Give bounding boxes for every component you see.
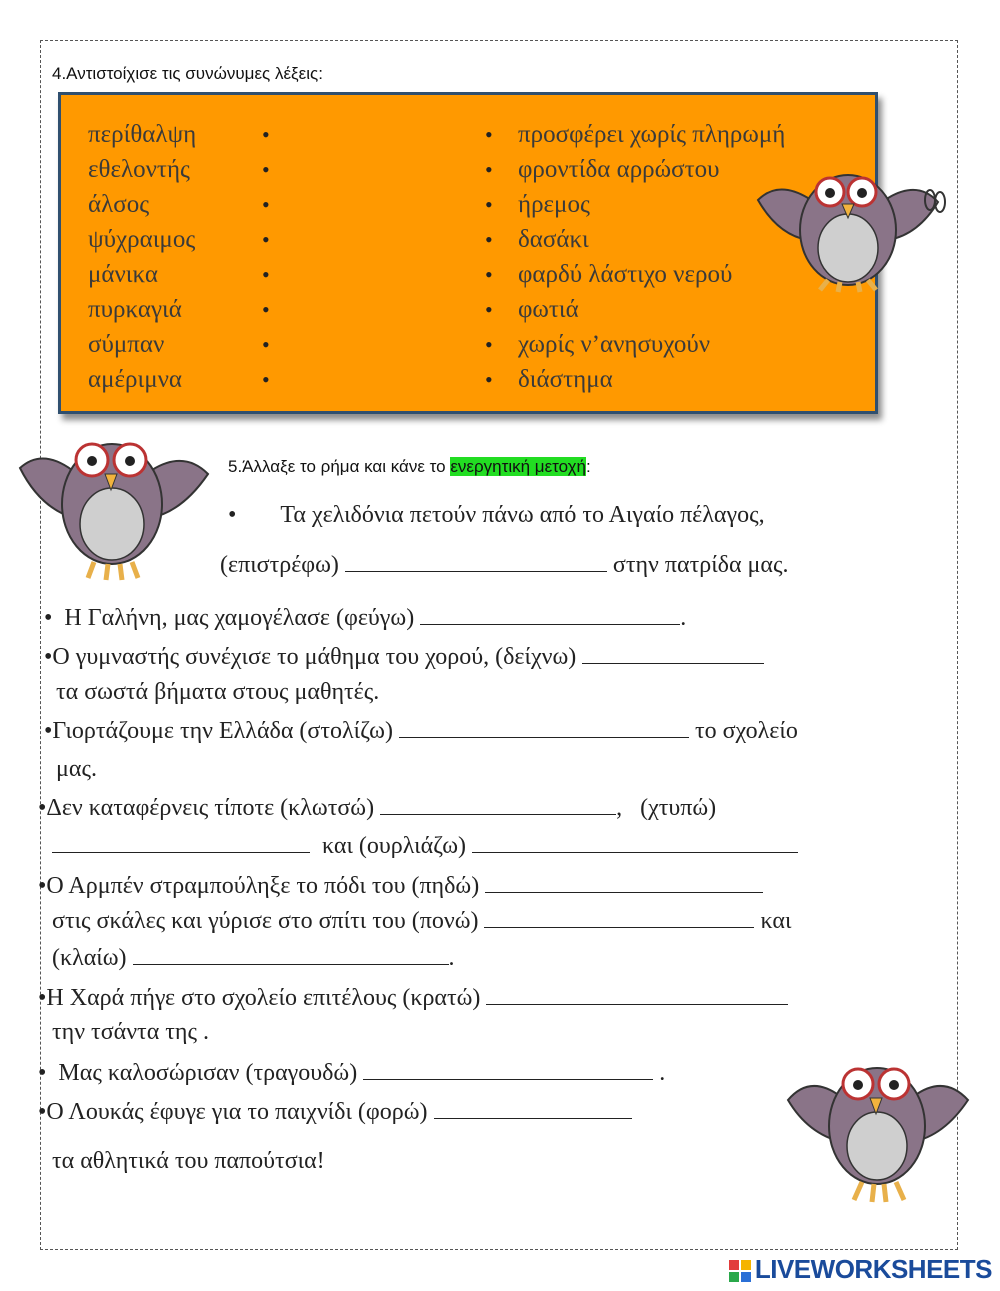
right-word: ήρεμος <box>518 191 590 218</box>
answer-blank[interactable] <box>582 641 764 664</box>
answer-blank[interactable] <box>472 830 798 853</box>
sentence-5-line-b <box>52 830 798 861</box>
exercise-5-heading <box>228 457 591 477</box>
answer-blank[interactable] <box>52 830 310 853</box>
sentence-1-text-c: στην πατρίδα μας. <box>612 552 789 578</box>
left-word: ψύχραιμος <box>88 226 196 253</box>
match-dot-right[interactable]: • <box>485 297 493 322</box>
answer-blank[interactable] <box>485 870 763 893</box>
exercise-4-heading: 4.Αντιστοίχισε τις συνώνυμες λέξεις: <box>52 64 323 83</box>
left-word: αμέριμνα <box>88 366 183 393</box>
match-dot-right[interactable]: • <box>485 227 493 252</box>
left-word: πυρκαγιά <box>88 296 182 323</box>
left-word: σύμπαν <box>88 331 165 358</box>
sentence-4-text-b: το σχολείο <box>694 718 798 744</box>
right-word: δασάκι <box>518 226 589 253</box>
liveworksheets-logo <box>729 1254 992 1285</box>
brand-icon <box>729 1260 751 1282</box>
match-dot-right[interactable]: • <box>485 192 493 217</box>
heading-suffix: : <box>586 457 591 476</box>
answer-blank[interactable] <box>420 602 680 625</box>
right-word: φωτιά <box>518 296 579 323</box>
sentence-3-text-a: Ο γυμναστής συνέχισε το μάθημα του χορού, (δείχνω) <box>52 644 577 670</box>
heading-highlight: ενεργητική μετοχή <box>450 457 587 476</box>
right-word: φροντίδα αρρώστου <box>518 156 720 183</box>
sentence-9-line-a <box>38 1096 632 1127</box>
bullet: • <box>44 644 53 670</box>
sentence-5-text-a: Δεν καταφέρνεις τίποτε (κλωτσώ) <box>46 795 375 821</box>
bullet: • <box>38 873 47 899</box>
match-dot-left[interactable]: • <box>262 122 270 147</box>
right-word: χωρίς ν’ανησυχούν <box>518 331 711 358</box>
period: . <box>659 1060 666 1086</box>
sentence-3-line-a <box>44 641 764 672</box>
match-dot-left[interactable]: • <box>262 192 270 217</box>
match-dot-left[interactable]: • <box>262 297 270 322</box>
sentence-8-text: Μας καλοσώρισαν (τραγουδώ) <box>58 1060 358 1086</box>
sentence-4-text-a: Γιορτάζουμε την Ελλάδα (στολίζω) <box>52 718 393 744</box>
sentence-7-line-a <box>38 982 788 1013</box>
answer-blank[interactable] <box>486 982 788 1005</box>
bullet: • <box>38 795 47 821</box>
match-dot-right[interactable]: • <box>485 262 493 287</box>
answer-blank[interactable] <box>484 905 754 928</box>
sentence-6-line-a <box>38 870 763 901</box>
match-dot-left[interactable]: • <box>262 332 270 357</box>
sentence-5-line-a <box>38 792 716 823</box>
sentence-4-line-b: μας. <box>56 756 97 782</box>
match-dot-right[interactable]: • <box>485 157 493 182</box>
left-word: εθελοντής <box>88 156 190 183</box>
owl-illustration-top-right <box>748 140 948 300</box>
bullet: • <box>38 985 47 1011</box>
sentence-8-line <box>38 1057 665 1088</box>
owl-illustration-bottom-right <box>782 1030 972 1210</box>
sentence-5-text-d: και (ουρλιάζω) <box>322 833 466 859</box>
sentence-9-text-a: Ο Λουκάς έφυγε για το παιχνίδι (φορώ) <box>46 1099 428 1125</box>
answer-blank[interactable] <box>434 1096 632 1119</box>
sentence-6-text-a: Ο Αρμπέν στραμπούληξε το πόδι του (πηδώ) <box>46 873 480 899</box>
match-dot-left[interactable]: • <box>262 367 270 392</box>
bullet: • <box>44 718 53 744</box>
bullet: • <box>228 502 237 528</box>
left-word: άλσος <box>88 191 150 218</box>
sentence-7-line-b: την τσάντα της . <box>52 1019 209 1045</box>
brand-text: LIVEWORKSHEETS <box>754 1254 992 1284</box>
sentence-3-line-b: τα σωστά βήματα στους μαθητές. <box>56 679 380 705</box>
bullet: • <box>44 605 53 631</box>
sentence-9-line-b: τα αθλητικά του παπούτσια! <box>52 1148 325 1174</box>
bullet: • <box>38 1060 47 1086</box>
sentence-7-text-a: Η Χαρά πήγε στο σχολείο επιτέλους (κρατώ) <box>46 985 481 1011</box>
match-dot-right[interactable]: • <box>485 332 493 357</box>
sentence-6-line-b <box>52 905 791 936</box>
sentence-4-line-a <box>44 715 798 746</box>
answer-blank[interactable] <box>345 549 607 572</box>
match-dot-right[interactable]: • <box>485 367 493 392</box>
sentence-6-line-c <box>52 942 455 973</box>
verb-hint: (κλαίω) <box>52 945 127 971</box>
sentence-6-text-b: στις σκάλες και γύρισε στο σπίτι του (πονώ) <box>52 908 479 934</box>
right-word: φαρδύ λάστιχο νερού <box>518 261 733 288</box>
match-dot-left[interactable]: • <box>262 262 270 287</box>
comma: , <box>616 795 623 821</box>
period: . <box>448 945 455 971</box>
verb-hint: (χτυπώ) <box>640 795 717 821</box>
answer-blank[interactable] <box>133 942 449 965</box>
answer-blank[interactable] <box>380 792 616 815</box>
answer-blank[interactable] <box>363 1057 653 1080</box>
left-word: μάνικα <box>88 261 159 288</box>
right-word: προσφέρει χωρίς πληρωμή <box>518 121 786 148</box>
period: . <box>680 605 687 631</box>
match-dot-right[interactable]: • <box>485 122 493 147</box>
verb-hint: (επιστρέφω) <box>220 552 339 578</box>
answer-blank[interactable] <box>399 715 689 738</box>
sentence-1-line-b <box>220 549 789 580</box>
left-word: περίθαλψη <box>88 121 197 148</box>
owl-illustration-left <box>12 408 212 588</box>
match-dot-left[interactable]: • <box>262 157 270 182</box>
match-dot-left[interactable]: • <box>262 227 270 252</box>
sentence-2-text: Η Γαλήνη, μας χαμογέλασε (φεύγω) <box>64 605 415 631</box>
sentence-1-line-a <box>228 500 765 530</box>
sentence-6-text-c: και <box>760 908 792 934</box>
bullet: • <box>38 1099 47 1125</box>
right-word: διάστημα <box>518 366 613 393</box>
sentence-1-text-a: Τα χελιδόνια πετούν πάνω από το Αιγαίο πέλαγος, <box>280 502 765 528</box>
heading-prefix: 5.Άλλαξε το ρήμα και κάνε το <box>228 457 451 476</box>
sentence-2-line <box>44 602 686 633</box>
